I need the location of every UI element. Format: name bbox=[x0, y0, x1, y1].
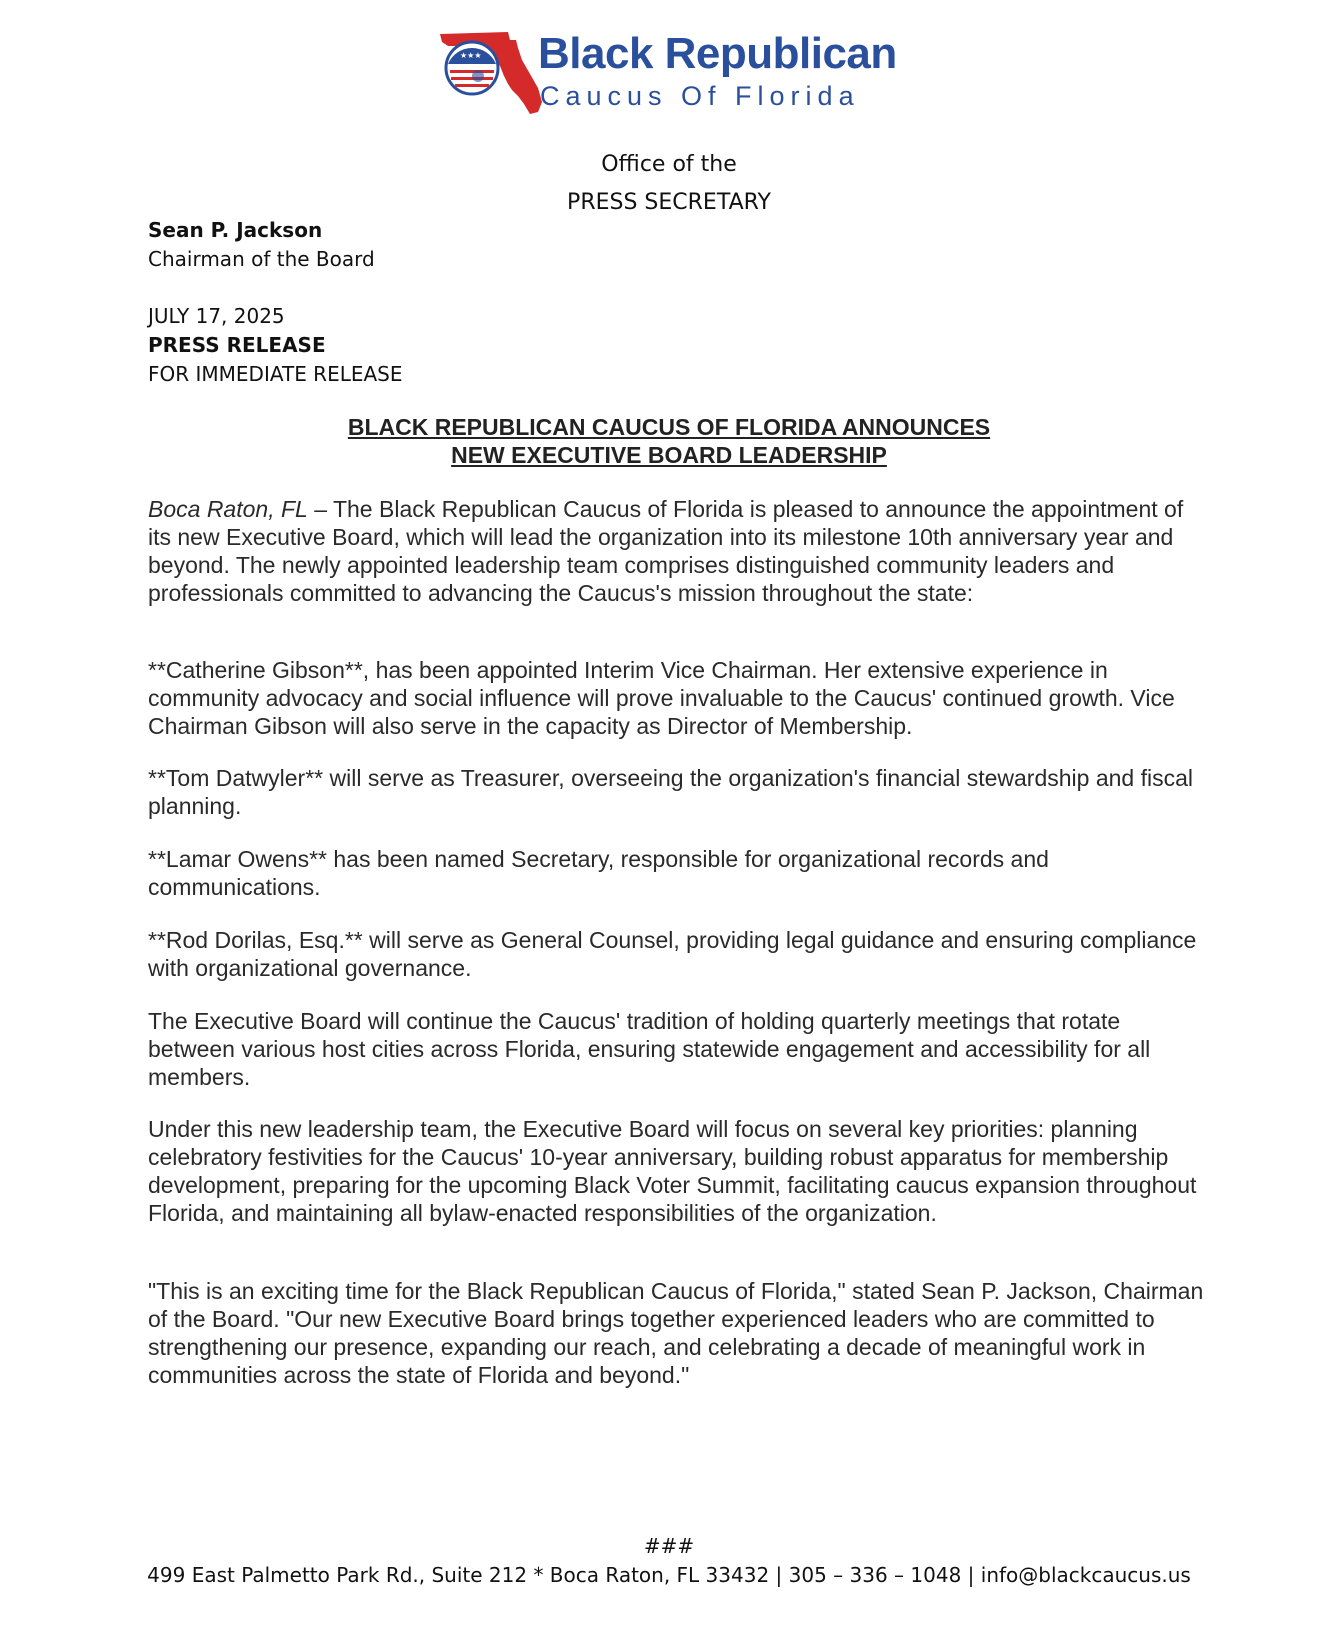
org-subtitle: Caucus Of Florida bbox=[540, 81, 860, 111]
datwyler-paragraph bbox=[148, 764, 1208, 820]
owens-paragraph bbox=[148, 845, 1208, 901]
owens-text: **Lamar Owens** has been named Secretary, responsible for organizational records and communications. bbox=[148, 846, 1049, 900]
quote-text: "This is an exciting time for the Black Republican Caucus of Florida," stated Sean P. Jackson, Chairman of the Board. "Our new Executive Board brings together experienced leaders who are committed to strengthening our presence, expanding our reach, and celebrating a decade of meaningful work in communities across the state of Florida and beyond." bbox=[148, 1278, 1204, 1388]
org-name: Black Republican bbox=[538, 29, 897, 78]
dorilas-paragraph bbox=[148, 926, 1208, 982]
gibson-text: **Catherine Gibson**, has been appointed Interim Vice Chairman. Her extensive experience in community advocacy and social influence will prove invaluable to the Caucus' continued growth. Vice Chairman Gibson will also serve in the capacity as Director of Membership. bbox=[148, 657, 1175, 739]
logo bbox=[438, 22, 908, 118]
release-date: JULY 17, 2025 bbox=[148, 304, 285, 328]
intro-text: – The Black Republican Caucus of Florida is pleased to announce the appointment of its new Executive Board, which will lead the organization into its milestone 10th anniversary year and beyond. The newly appointed leadership team comprises distinguished community leaders and professionals committed to advancing the Caucus's mission throughout the state: bbox=[148, 496, 1184, 606]
gibson-paragraph bbox=[148, 656, 1208, 740]
office-line-1: Office of the bbox=[601, 152, 737, 177]
headline-line-2: NEW EXECUTIVE BOARD LEADERSHIP bbox=[451, 442, 887, 468]
office-line-2: PRESS SECRETARY bbox=[567, 190, 771, 215]
meetings-paragraph bbox=[148, 1007, 1208, 1091]
quote-paragraph bbox=[148, 1277, 1208, 1389]
headline-line-1: BLACK REPUBLICAN CAUCUS OF FLORIDA ANNOUNCES bbox=[347, 414, 991, 440]
florida-map-flag-icon bbox=[438, 24, 546, 116]
meetings-text: The Executive Board will continue the Caucus' tradition of holding quarterly meetings that rotate between various host cities across Florida, ensuring statewide engagement and accessibility for all members. bbox=[148, 1008, 1151, 1090]
end-mark: ### bbox=[643, 1534, 695, 1558]
intro-paragraph bbox=[148, 495, 1208, 607]
release-timing: FOR IMMEDIATE RELEASE bbox=[148, 362, 403, 386]
datwyler-text: **Tom Datwyler** will serve as Treasurer, overseeing the organization's financial stewardship and fiscal planning. bbox=[148, 765, 1193, 819]
sender-title: Chairman of the Board bbox=[148, 247, 375, 271]
dateline: Boca Raton, FL bbox=[148, 496, 308, 522]
footer-contact: 499 East Palmetto Park Rd., Suite 212 * Boca Raton, FL 33432 | 305 – 336 – 1048 | info@blackcaucus.us bbox=[147, 1563, 1191, 1587]
priorities-text: Under this new leadership team, the Executive Board will focus on several key priorities: planning celebratory festivities for the Caucus' 10-year anniversary, building robust apparatus for membership development, preparing for the upcoming Black Voter Summit, facilitating caucus expansion throughout Florida, and maintaining all bylaw-enacted responsibilities of the organization. bbox=[148, 1116, 1197, 1226]
priorities-paragraph bbox=[148, 1115, 1208, 1227]
svg-text:★★★: ★★★ bbox=[460, 51, 482, 60]
release-type: PRESS RELEASE bbox=[148, 333, 326, 357]
dorilas-text: **Rod Dorilas, Esq.** will serve as General Counsel, providing legal guidance and ensuring compliance with organizational governance. bbox=[148, 927, 1197, 981]
sender-name: Sean P. Jackson bbox=[148, 218, 323, 242]
